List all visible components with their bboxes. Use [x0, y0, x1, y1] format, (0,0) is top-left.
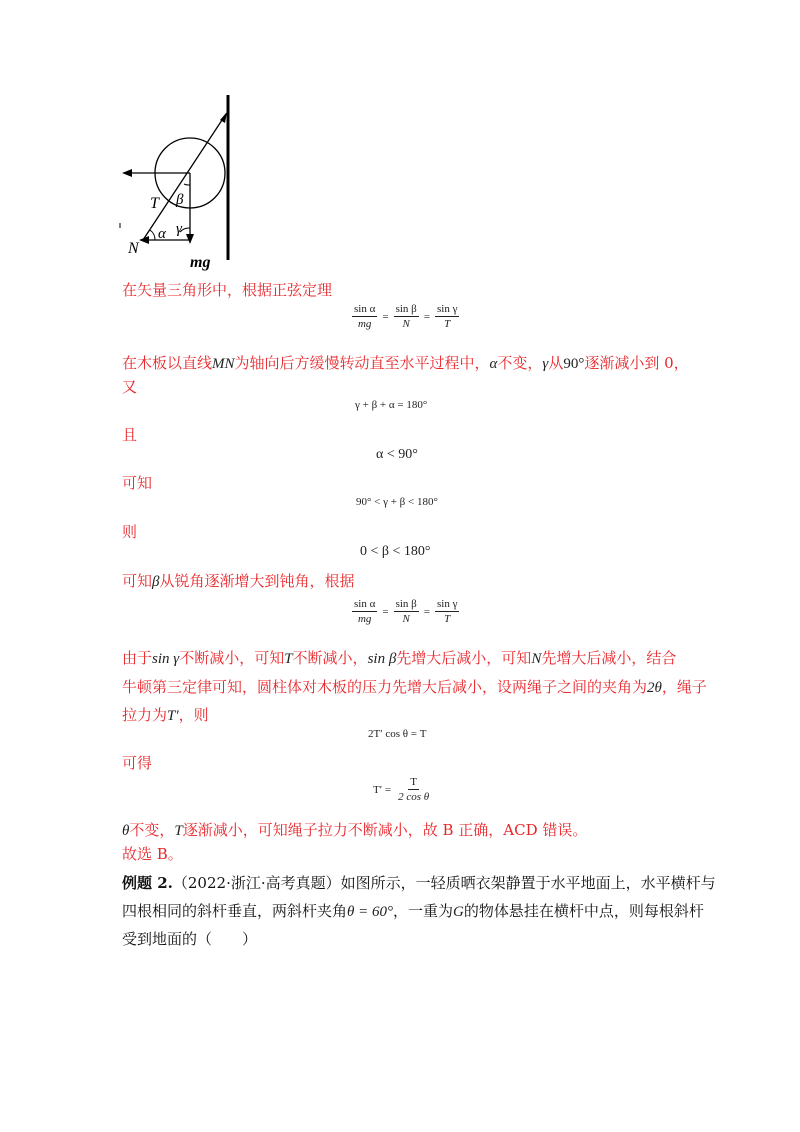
- l8-e: 不断减小，: [292, 649, 368, 667]
- eq1-den3: T: [444, 318, 451, 330]
- l9-2theta: 2θ: [647, 680, 662, 696]
- eq2-eq-b: =: [423, 605, 430, 618]
- eq1-num3: sin γ: [436, 303, 458, 315]
- example-line-1: [122, 872, 716, 893]
- eq1-num2: sin β: [395, 303, 417, 315]
- l8-i: 先增大后减小，结合: [541, 649, 677, 667]
- result-equation: [370, 776, 433, 803]
- gravity-arrowhead: [186, 234, 194, 244]
- eq1-den2: N: [402, 318, 410, 330]
- text-line-12: [122, 819, 587, 840]
- range-inequality-2: 0 < β < 180°: [360, 544, 431, 559]
- l2-alpha: α: [489, 356, 498, 372]
- l8-T: T: [284, 651, 293, 667]
- text-line-1: 在矢量三角形中，根据正弦定理: [122, 281, 333, 299]
- text-line-9: [122, 676, 707, 697]
- example-line-2: [122, 900, 704, 921]
- l7-beta: β: [152, 574, 160, 590]
- l12-T: T: [174, 823, 183, 839]
- l2-gamma: γ: [542, 356, 549, 372]
- text-line-13: 故选 B。: [122, 845, 183, 863]
- label-T: T: [150, 195, 159, 212]
- l10-c: ，则: [178, 706, 209, 724]
- text-line-4: 且: [122, 426, 138, 444]
- text-line-10: [122, 704, 209, 725]
- text-line-7: [122, 570, 355, 591]
- sine-law-equation-2: [350, 598, 461, 625]
- label-mg: mg: [190, 254, 211, 271]
- result-den: 2 cos θ: [398, 791, 430, 803]
- ex-b3: ，一重为: [393, 902, 454, 920]
- l2-MN: MN: [212, 356, 235, 372]
- l12-b: 不变，: [129, 821, 175, 839]
- text-line-3: 又: [122, 378, 138, 396]
- example-text-a: （2022·浙江·高考真题）如图所示，一轻质晒衣架静置于水平地面上，水平横杆与: [172, 874, 716, 892]
- l12-d: 逐渐减小，可知绳子拉力不断减小，故 B 正确，ACD 错误。: [182, 821, 588, 839]
- l7-c: 从锐角逐渐增大到钝角，根据: [159, 572, 355, 590]
- l8-sin-beta: sin β: [367, 651, 397, 667]
- range-inequality-1: 90° < γ + β < 180°: [356, 496, 438, 508]
- eq1-den1: mg: [357, 318, 372, 330]
- l12-theta: θ: [122, 823, 130, 839]
- text-line-11: 可得: [122, 754, 153, 772]
- result-lhs: T′ =: [373, 783, 392, 796]
- eq2-num3: sin γ: [436, 598, 458, 610]
- text-line-2: [122, 352, 689, 373]
- horizontal-arrowhead: [122, 169, 132, 177]
- eq2-num1: sin α: [354, 598, 376, 610]
- ex-b5: 的物体悬挂在横杆中点，则每根斜杆: [463, 902, 704, 920]
- l2-90deg: 90°: [563, 356, 585, 372]
- l8-sin-gamma: sin γ: [152, 651, 180, 667]
- eq2-num2: sin β: [395, 598, 417, 610]
- text-line-8: [122, 647, 676, 668]
- tension-equation: 2T′ cos θ = T: [368, 728, 427, 740]
- result-num: T: [410, 776, 417, 788]
- text-line-5: 可知: [122, 474, 153, 492]
- l2-a: 在木板以直线: [122, 354, 213, 372]
- alpha-arc: [150, 230, 155, 240]
- l8-N: N: [531, 651, 542, 667]
- l8-c: 不断减小，可知: [179, 649, 285, 667]
- eq1-eq-b: =: [423, 310, 430, 323]
- ex-theta-eq: θ = 60°: [347, 904, 394, 920]
- beta-arc: [184, 184, 190, 185]
- l7-a: 可知: [122, 572, 153, 590]
- ex-b1: 四根相同的斜杆垂直，两斜杆夹角: [122, 902, 348, 920]
- l2-e: 不变，: [497, 354, 543, 372]
- l10-a: 拉力为: [122, 706, 168, 724]
- eq1-num1: sin α: [354, 303, 376, 315]
- label-alpha: α: [158, 226, 166, 242]
- text-line-6: 则: [122, 523, 138, 541]
- label-gamma: γ: [176, 221, 182, 237]
- label-N: N: [128, 240, 139, 257]
- normal-arrowhead: [139, 236, 149, 244]
- l2-g: 从: [548, 354, 564, 372]
- l2-c: 为轴向后方缓慢转动直至水平过程中，: [234, 354, 490, 372]
- l8-a: 由于: [122, 649, 153, 667]
- label-beta: β: [176, 192, 184, 208]
- example-line-3: 受到地面的（ ）: [122, 930, 258, 948]
- l9-c: ，绳子: [661, 678, 707, 696]
- l9-a: 牛顿第三定律可知，圆柱体对木板的压力先增大后减小，设两绳子之间的夹角为: [122, 678, 648, 696]
- example-label: 例题 2.: [122, 874, 173, 892]
- eq2-den2: N: [402, 613, 410, 625]
- eq1-eq-a: =: [382, 310, 389, 323]
- sine-law-equation-1: [350, 303, 461, 330]
- eq2-den3: T: [444, 613, 451, 625]
- eq2-eq-a: =: [382, 605, 389, 618]
- l2-i: 逐渐减小到 0，: [584, 354, 689, 372]
- l8-g: 先增大后减小，可知: [396, 649, 532, 667]
- eq2-den1: mg: [357, 613, 372, 625]
- angle-sum-equation: γ + β + α = 180°: [355, 399, 428, 411]
- ex-G: G: [453, 904, 464, 920]
- l10-Tprime: T′: [167, 708, 179, 724]
- force-diagram: [110, 90, 240, 275]
- alpha-inequality: α < 90°: [376, 447, 418, 462]
